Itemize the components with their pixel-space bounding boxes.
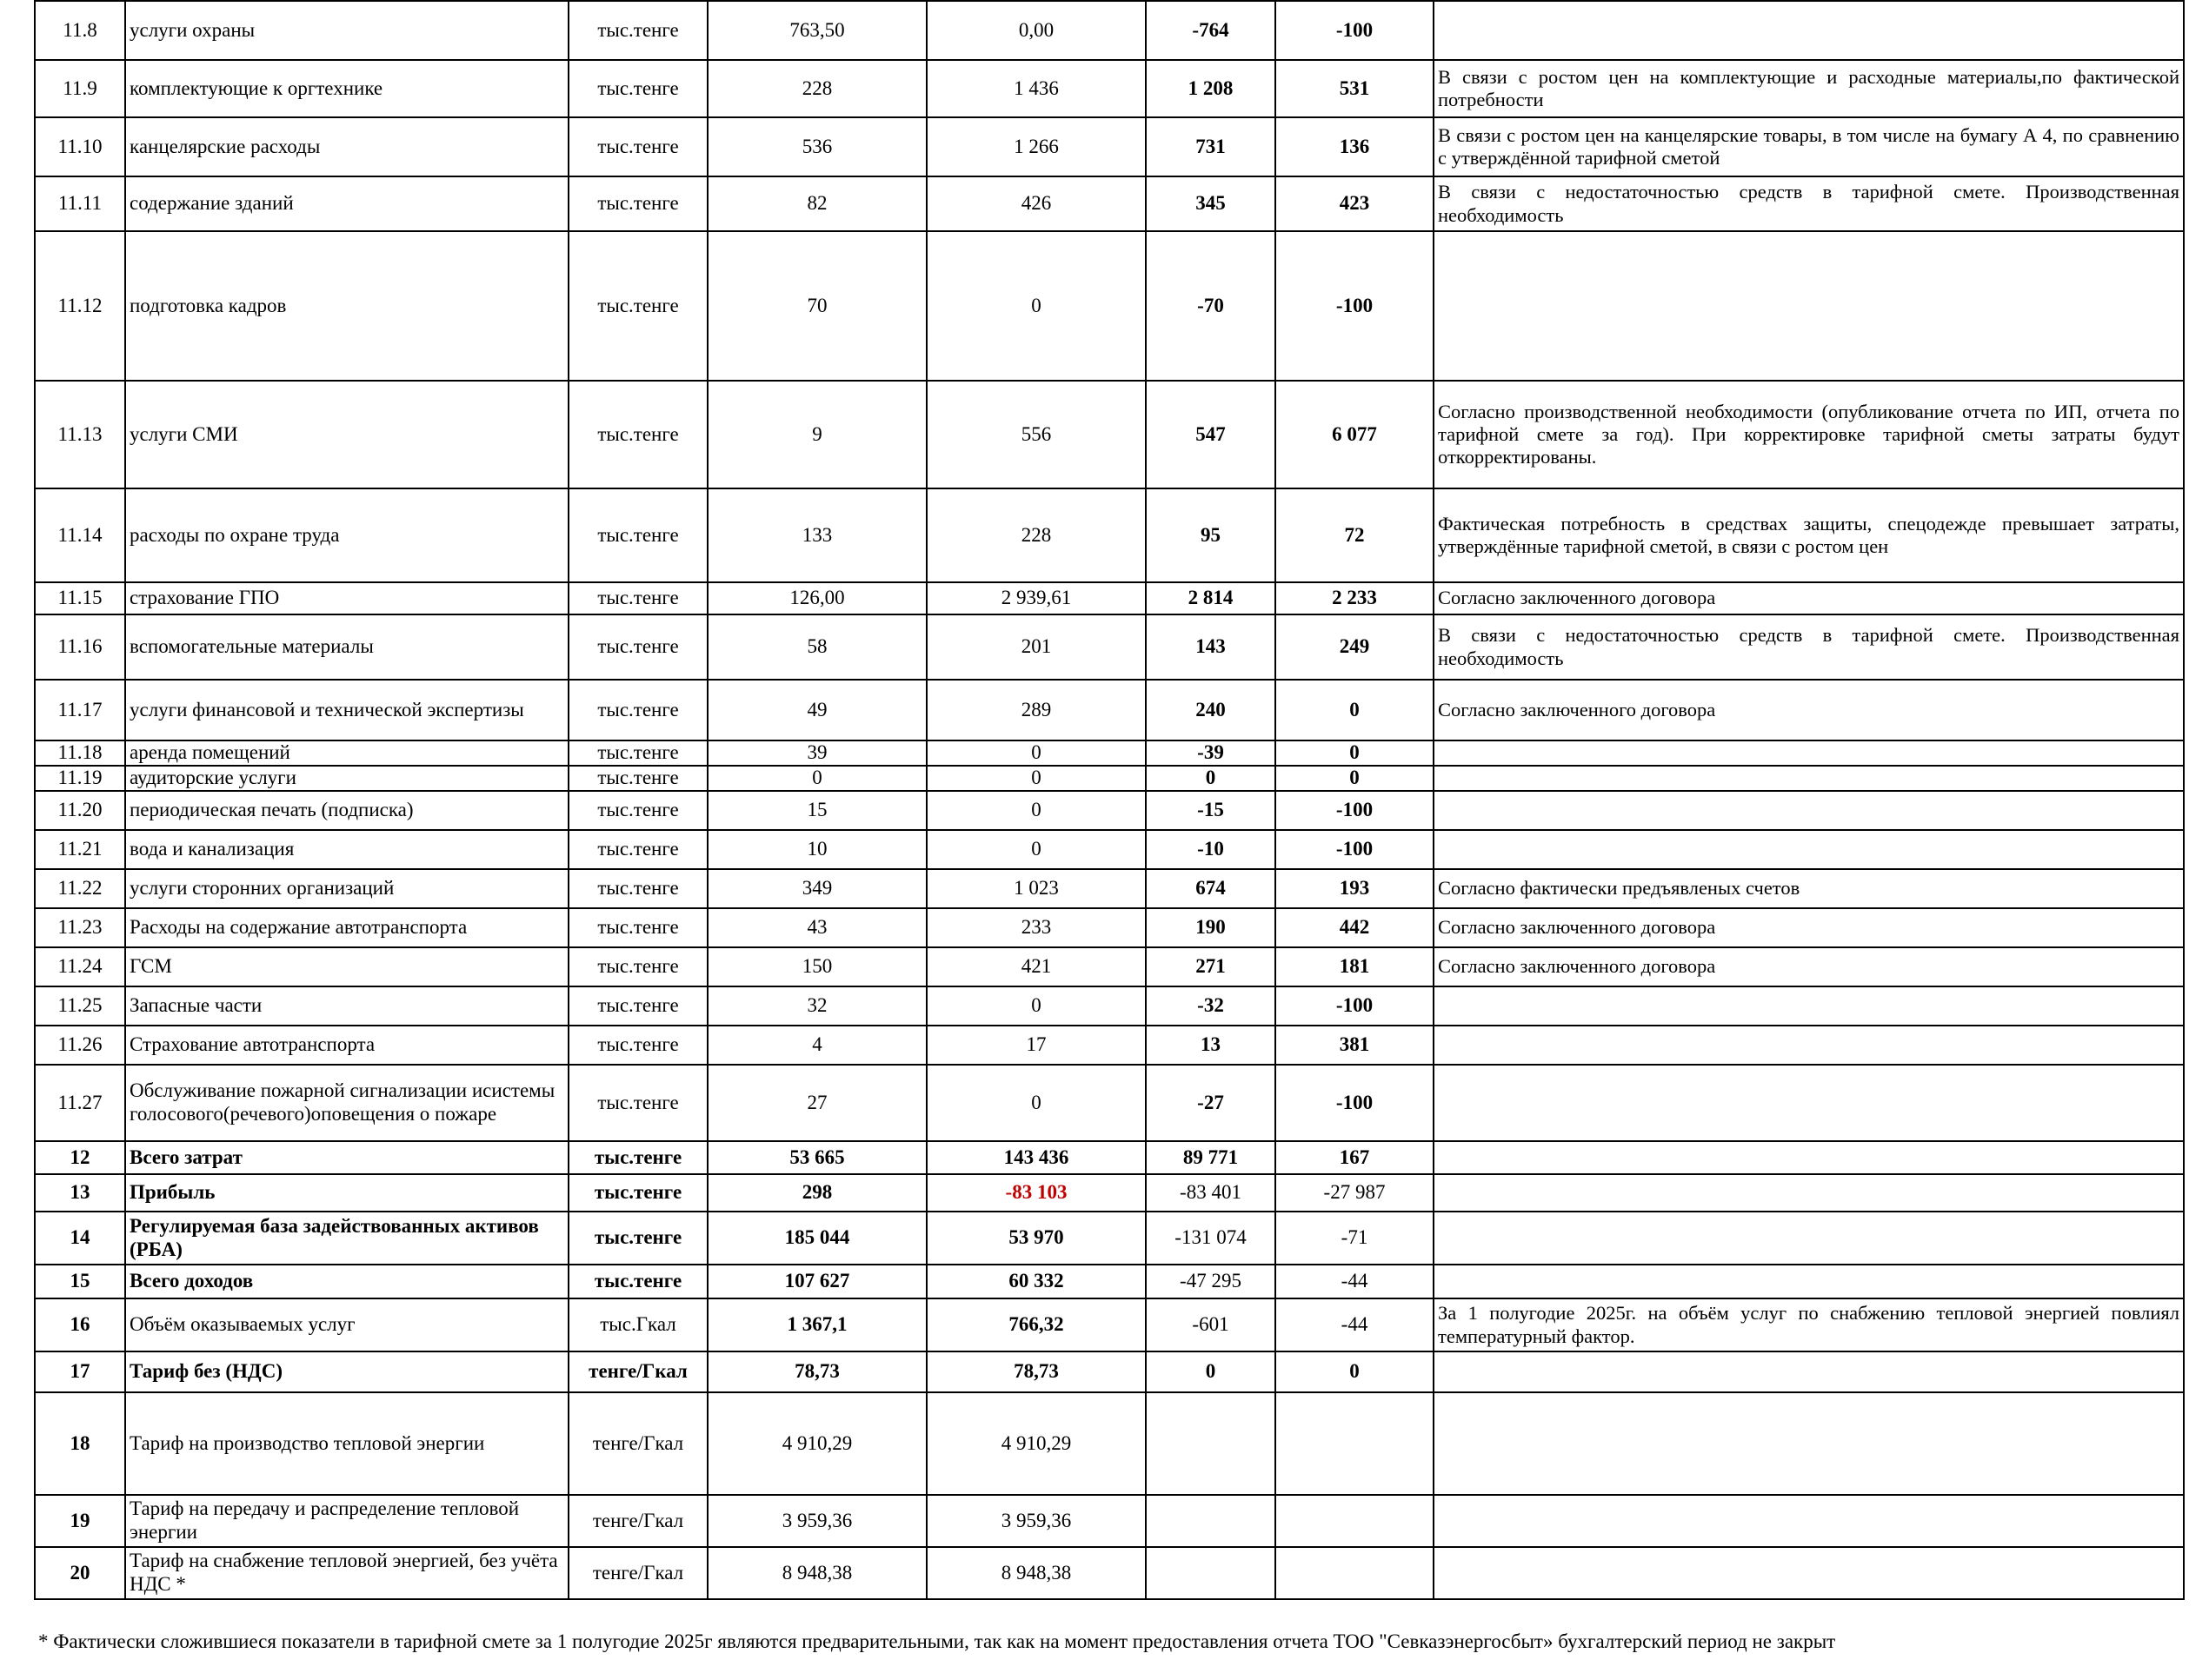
row-unit: тыс.тенге	[569, 488, 708, 582]
row-fact-value: 556	[927, 381, 1146, 488]
table-row	[35, 1392, 2184, 1495]
row-note	[1434, 1265, 2184, 1298]
table-row	[35, 908, 2184, 947]
row-name: Страхование автотранспорта	[125, 1026, 569, 1065]
row-plan-value: 185 044	[708, 1212, 927, 1265]
row-deviation-percent: -44	[1275, 1298, 1434, 1351]
row-deviation: -10	[1146, 830, 1275, 869]
row-deviation: 2 814	[1146, 582, 1275, 614]
row-name: содержание зданий	[125, 176, 569, 231]
row-unit: тыс.тенге	[569, 582, 708, 614]
row-note	[1434, 1141, 2184, 1174]
row-plan-value: 4 910,29	[708, 1392, 927, 1495]
row-deviation: 240	[1146, 680, 1275, 740]
row-number: 11.12	[35, 231, 125, 381]
row-unit: тыс.тенге	[569, 614, 708, 680]
row-note: В связи с недостаточностью средств в тарифной смете. Производственная необходимость	[1434, 176, 2184, 231]
row-number: 17	[35, 1351, 125, 1392]
row-name: вспомогательные материалы	[125, 614, 569, 680]
row-number: 11.13	[35, 381, 125, 488]
row-note: За 1 полугодие 2025г. на объём услуг по снабжению тепловой энергией повлиял температурный фактор.	[1434, 1298, 2184, 1351]
row-unit: тыс.тенге	[569, 766, 708, 791]
row-deviation: 0	[1146, 1351, 1275, 1392]
row-fact-value: -83 103	[927, 1174, 1146, 1212]
row-fact-value: 78,73	[927, 1351, 1146, 1392]
table-row	[35, 176, 2184, 231]
row-deviation-percent: 531	[1275, 60, 1434, 117]
table-row	[35, 1495, 2184, 1547]
row-deviation: 95	[1146, 488, 1275, 582]
row-deviation-percent: 0	[1275, 766, 1434, 791]
row-number: 11.16	[35, 614, 125, 680]
row-note	[1434, 1351, 2184, 1392]
row-fact-value: 289	[927, 680, 1146, 740]
table-row	[35, 488, 2184, 582]
row-deviation-percent: 136	[1275, 117, 1434, 176]
row-number: 11.20	[35, 791, 125, 830]
row-number: 16	[35, 1298, 125, 1351]
row-name: аренда помещений	[125, 740, 569, 766]
row-deviation-percent: 2 233	[1275, 582, 1434, 614]
row-unit: тыс.Гкал	[569, 1298, 708, 1351]
row-name: ГСМ	[125, 947, 569, 986]
row-plan-value: 349	[708, 869, 927, 908]
row-fact-value: 1 436	[927, 60, 1146, 117]
row-plan-value: 133	[708, 488, 927, 582]
row-plan-value: 107 627	[708, 1265, 927, 1298]
row-name: периодическая печать (подписка)	[125, 791, 569, 830]
row-unit: тыс.тенге	[569, 1265, 708, 1298]
row-name: Запасные части	[125, 986, 569, 1026]
row-number: 15	[35, 1265, 125, 1298]
row-note: Согласно заключенного договора	[1434, 947, 2184, 986]
row-deviation: -15	[1146, 791, 1275, 830]
row-plan-value: 53 665	[708, 1141, 927, 1174]
row-deviation: -601	[1146, 1298, 1275, 1351]
row-deviation	[1146, 1495, 1275, 1547]
row-note: Согласно заключенного договора	[1434, 582, 2184, 614]
row-deviation: 547	[1146, 381, 1275, 488]
row-fact-value: 53 970	[927, 1212, 1146, 1265]
row-note	[1434, 1212, 2184, 1265]
row-deviation-percent: -100	[1275, 986, 1434, 1026]
row-number: 11.18	[35, 740, 125, 766]
row-name: комплектующие к оргтехнике	[125, 60, 569, 117]
table-row	[35, 1351, 2184, 1392]
row-unit: тенге/Гкал	[569, 1392, 708, 1495]
row-note	[1434, 791, 2184, 830]
row-plan-value: 8 948,38	[708, 1547, 927, 1599]
row-number: 11.9	[35, 60, 125, 117]
row-unit: тенге/Гкал	[569, 1547, 708, 1599]
row-number: 11.27	[35, 1065, 125, 1141]
table-row	[35, 1141, 2184, 1174]
table-row	[35, 1174, 2184, 1212]
row-deviation-percent: 0	[1275, 740, 1434, 766]
row-fact-value: 201	[927, 614, 1146, 680]
table-row	[35, 117, 2184, 176]
row-fact-value: 1 266	[927, 117, 1146, 176]
row-unit: тыс.тенге	[569, 117, 708, 176]
row-unit: тыс.тенге	[569, 1065, 708, 1141]
row-number: 11.22	[35, 869, 125, 908]
row-note	[1434, 1, 2184, 60]
row-note	[1434, 1065, 2184, 1141]
row-deviation: -131 074	[1146, 1212, 1275, 1265]
row-fact-value: 0	[927, 791, 1146, 830]
row-unit: тыс.тенге	[569, 680, 708, 740]
row-name: Тариф без (НДС)	[125, 1351, 569, 1392]
row-name: Тариф на производство тепловой энергии	[125, 1392, 569, 1495]
table-row	[35, 947, 2184, 986]
row-number: 11.17	[35, 680, 125, 740]
row-fact-value: 0	[927, 830, 1146, 869]
row-number: 11.10	[35, 117, 125, 176]
row-deviation-percent	[1275, 1392, 1434, 1495]
row-name: услуги финансовой и технической экспертизы	[125, 680, 569, 740]
row-deviation-percent: -71	[1275, 1212, 1434, 1265]
row-deviation-percent: -27 987	[1275, 1174, 1434, 1212]
row-name: услуги охраны	[125, 1, 569, 60]
row-note: Согласно фактически предъявленых счетов	[1434, 869, 2184, 908]
row-unit: тыс.тенге	[569, 1174, 708, 1212]
row-unit: тыс.тенге	[569, 908, 708, 947]
table-row	[35, 791, 2184, 830]
row-note	[1434, 1392, 2184, 1495]
row-unit: тенге/Гкал	[569, 1351, 708, 1392]
table-row	[35, 1, 2184, 60]
row-number: 14	[35, 1212, 125, 1265]
row-deviation-percent: -100	[1275, 1, 1434, 60]
row-deviation-percent	[1275, 1547, 1434, 1599]
row-plan-value: 82	[708, 176, 927, 231]
table-row	[35, 869, 2184, 908]
row-note: Согласно производственной необходимости (опубликование отчета по ИП, отчета по тарифной смете за год). При корректировке тарифной сметы затраты будут откорректированы.	[1434, 381, 2184, 488]
row-name: Обслуживание пожарной сигнализации исистемы голосового(речевого)оповещения о пожаре	[125, 1065, 569, 1141]
row-note: В связи с недостаточностью средств в тарифной смете. Производственная необходимость	[1434, 614, 2184, 680]
row-fact-value: 421	[927, 947, 1146, 986]
table-row	[35, 381, 2184, 488]
row-deviation-percent: -100	[1275, 231, 1434, 381]
row-name: Всего доходов	[125, 1265, 569, 1298]
row-plan-value: 126,00	[708, 582, 927, 614]
row-plan-value: 58	[708, 614, 927, 680]
row-deviation-percent: 167	[1275, 1141, 1434, 1174]
row-deviation-percent: -100	[1275, 791, 1434, 830]
row-deviation-percent: 72	[1275, 488, 1434, 582]
row-deviation: 1 208	[1146, 60, 1275, 117]
row-plan-value: 43	[708, 908, 927, 947]
row-note: В связи с ростом цен на канцелярские товары, в том числе на бумагу А 4, по сравнению с утверждённой тарифной сметой	[1434, 117, 2184, 176]
row-unit: тыс.тенге	[569, 176, 708, 231]
row-deviation-percent: 193	[1275, 869, 1434, 908]
row-name: Тариф на снабжение тепловой энергией, без учёта НДС *	[125, 1547, 569, 1599]
row-fact-value: 1 023	[927, 869, 1146, 908]
row-deviation: -764	[1146, 1, 1275, 60]
row-unit: тыс.тенге	[569, 1, 708, 60]
row-number: 11.19	[35, 766, 125, 791]
row-fact-value: 60 332	[927, 1265, 1146, 1298]
row-deviation: -27	[1146, 1065, 1275, 1141]
row-note	[1434, 740, 2184, 766]
row-unit: тыс.тенге	[569, 947, 708, 986]
row-name: Объём оказываемых услуг	[125, 1298, 569, 1351]
row-plan-value: 39	[708, 740, 927, 766]
row-number: 11.8	[35, 1, 125, 60]
table-row	[35, 1547, 2184, 1599]
row-name: Прибыль	[125, 1174, 569, 1212]
row-number: 11.24	[35, 947, 125, 986]
row-fact-value: 0,00	[927, 1, 1146, 60]
row-deviation-percent: 442	[1275, 908, 1434, 947]
tariff-report-table	[34, 0, 2185, 1600]
row-number: 20	[35, 1547, 125, 1599]
row-deviation-percent: -100	[1275, 1065, 1434, 1141]
table-row	[35, 766, 2184, 791]
row-note	[1434, 1547, 2184, 1599]
row-deviation	[1146, 1392, 1275, 1495]
row-note	[1434, 986, 2184, 1026]
row-fact-value: 228	[927, 488, 1146, 582]
row-deviation: -39	[1146, 740, 1275, 766]
row-fact-value: 426	[927, 176, 1146, 231]
table-row	[35, 1026, 2184, 1065]
row-deviation: 731	[1146, 117, 1275, 176]
table-row	[35, 60, 2184, 117]
row-plan-value: 1 367,1	[708, 1298, 927, 1351]
row-deviation: -32	[1146, 986, 1275, 1026]
row-fact-value: 766,32	[927, 1298, 1146, 1351]
row-name: вода и канализация	[125, 830, 569, 869]
row-fact-value: 0	[927, 1065, 1146, 1141]
row-unit: тыс.тенге	[569, 830, 708, 869]
row-deviation-percent: 381	[1275, 1026, 1434, 1065]
row-number: 13	[35, 1174, 125, 1212]
row-name: Тариф на передачу и распределение тепловой энергии	[125, 1495, 569, 1547]
row-plan-value: 3 959,36	[708, 1495, 927, 1547]
row-plan-value: 27	[708, 1065, 927, 1141]
row-name: Регулируемая база задействованных активов (РБА)	[125, 1212, 569, 1265]
table-row	[35, 231, 2184, 381]
row-number: 12	[35, 1141, 125, 1174]
row-number: 11.15	[35, 582, 125, 614]
row-unit: тыс.тенге	[569, 1141, 708, 1174]
row-note: В связи с ростом цен на комплектующие и расходные материалы,по фактической потребности	[1434, 60, 2184, 117]
row-unit: тыс.тенге	[569, 1212, 708, 1265]
row-deviation: 0	[1146, 766, 1275, 791]
row-plan-value: 763,50	[708, 1, 927, 60]
footnote: * Фактически сложившиеся показатели в тарифной смете за 1 полугодие 2025г являются предварительными, так как на момент предоставления отчета ТОО "Севказэнергосбыт» бухгалтерский период не закрыт	[38, 1630, 1836, 1652]
row-fact-value: 0	[927, 231, 1146, 381]
row-plan-value: 78,73	[708, 1351, 927, 1392]
row-deviation: -83 401	[1146, 1174, 1275, 1212]
row-deviation-percent: 249	[1275, 614, 1434, 680]
row-number: 11.11	[35, 176, 125, 231]
row-name: услуги СМИ	[125, 381, 569, 488]
row-number: 11.25	[35, 986, 125, 1026]
row-plan-value: 32	[708, 986, 927, 1026]
row-number: 11.14	[35, 488, 125, 582]
table-row	[35, 582, 2184, 614]
row-deviation-percent: 0	[1275, 1351, 1434, 1392]
row-note	[1434, 766, 2184, 791]
row-plan-value: 298	[708, 1174, 927, 1212]
table-row	[35, 1212, 2184, 1265]
row-number: 18	[35, 1392, 125, 1495]
row-deviation: 190	[1146, 908, 1275, 947]
row-name: аудиторские услуги	[125, 766, 569, 791]
row-note	[1434, 1495, 2184, 1547]
row-deviation: 89 771	[1146, 1141, 1275, 1174]
table-row	[35, 986, 2184, 1026]
row-deviation-percent: 423	[1275, 176, 1434, 231]
table-row	[35, 740, 2184, 766]
row-deviation-percent: 181	[1275, 947, 1434, 986]
table-row	[35, 680, 2184, 740]
row-deviation: -70	[1146, 231, 1275, 381]
row-plan-value: 0	[708, 766, 927, 791]
row-name: канцелярские расходы	[125, 117, 569, 176]
row-fact-value: 233	[927, 908, 1146, 947]
row-unit: тыс.тенге	[569, 1026, 708, 1065]
row-unit: тыс.тенге	[569, 231, 708, 381]
row-deviation-percent: 0	[1275, 680, 1434, 740]
row-deviation	[1146, 1547, 1275, 1599]
table-body	[35, 1, 2184, 1599]
row-deviation-percent: 6 077	[1275, 381, 1434, 488]
row-name: расходы по охране труда	[125, 488, 569, 582]
row-number: 11.23	[35, 908, 125, 947]
row-name: Расходы на содержание автотранспорта	[125, 908, 569, 947]
row-note	[1434, 1026, 2184, 1065]
row-fact-value: 2 939,61	[927, 582, 1146, 614]
row-fact-value: 4 910,29	[927, 1392, 1146, 1495]
row-unit: тыс.тенге	[569, 60, 708, 117]
row-fact-value: 0	[927, 986, 1146, 1026]
row-fact-value: 143 436	[927, 1141, 1146, 1174]
row-unit: тыс.тенге	[569, 740, 708, 766]
row-plan-value: 9	[708, 381, 927, 488]
row-unit: тенге/Гкал	[569, 1495, 708, 1547]
row-deviation-percent: -44	[1275, 1265, 1434, 1298]
row-name: страхование ГПО	[125, 582, 569, 614]
row-number: 11.26	[35, 1026, 125, 1065]
row-deviation: 674	[1146, 869, 1275, 908]
row-note: Согласно заключенного договора	[1434, 680, 2184, 740]
row-unit: тыс.тенге	[569, 381, 708, 488]
row-deviation: 13	[1146, 1026, 1275, 1065]
row-fact-value: 8 948,38	[927, 1547, 1146, 1599]
row-unit: тыс.тенге	[569, 986, 708, 1026]
table-row	[35, 830, 2184, 869]
row-plan-value: 15	[708, 791, 927, 830]
row-plan-value: 49	[708, 680, 927, 740]
row-deviation: -47 295	[1146, 1265, 1275, 1298]
row-plan-value: 10	[708, 830, 927, 869]
row-unit: тыс.тенге	[569, 869, 708, 908]
row-deviation: 345	[1146, 176, 1275, 231]
table-row	[35, 1265, 2184, 1298]
row-note	[1434, 231, 2184, 381]
row-note: Согласно заключенного договора	[1434, 908, 2184, 947]
row-number: 11.21	[35, 830, 125, 869]
row-deviation-percent	[1275, 1495, 1434, 1547]
table-row	[35, 1065, 2184, 1141]
row-number: 19	[35, 1495, 125, 1547]
row-plan-value: 150	[708, 947, 927, 986]
row-fact-value: 3 959,36	[927, 1495, 1146, 1547]
row-name: услуги сторонних организаций	[125, 869, 569, 908]
row-name: подготовка кадров	[125, 231, 569, 381]
row-note	[1434, 830, 2184, 869]
row-fact-value: 17	[927, 1026, 1146, 1065]
row-fact-value: 0	[927, 766, 1146, 791]
row-plan-value: 70	[708, 231, 927, 381]
row-plan-value: 536	[708, 117, 927, 176]
row-unit: тыс.тенге	[569, 791, 708, 830]
row-deviation-percent: -100	[1275, 830, 1434, 869]
row-name: Всего затрат	[125, 1141, 569, 1174]
row-note	[1434, 1174, 2184, 1212]
table-row	[35, 614, 2184, 680]
row-plan-value: 4	[708, 1026, 927, 1065]
row-note: Фактическая потребность в средствах защиты, спецодежде превышает затраты, утверждённые тарифной сметой, в связи с ростом цен	[1434, 488, 2184, 582]
row-fact-value: 0	[927, 740, 1146, 766]
row-deviation: 143	[1146, 614, 1275, 680]
row-deviation: 271	[1146, 947, 1275, 986]
table-row	[35, 1298, 2184, 1351]
row-plan-value: 228	[708, 60, 927, 117]
